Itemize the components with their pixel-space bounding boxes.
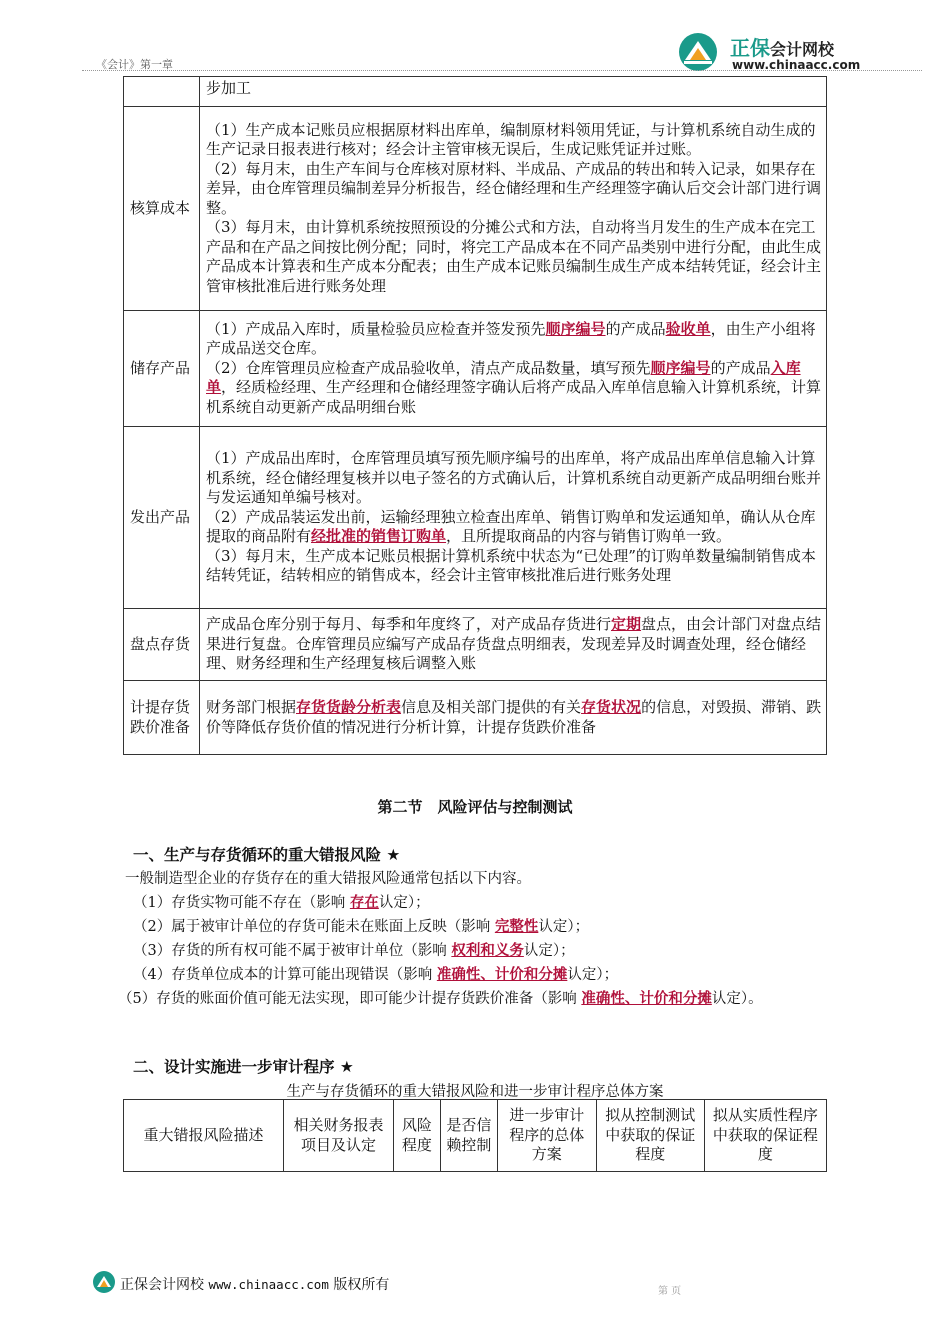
plan-col-control-assurance: 拟从控制测试中获取的保证程度 <box>596 1100 704 1172</box>
control-paragraph <box>206 508 822 547</box>
text-run: （5）存货的账面价值可能无法实现，即可能少计提存货跌价准备（影响 <box>118 991 582 1007</box>
control-paragraph <box>206 698 822 737</box>
text-run: （2）仓库管理员应检查产成品验收单，清点产成品数量，填写预先 <box>206 358 651 377</box>
text-run: 产成品仓库分别于每月、每季和年度终了，对产成品存货进行 <box>206 615 612 634</box>
control-row <box>124 107 827 311</box>
text-run: 认定）； <box>378 895 430 911</box>
text-run: ，且所提取商品的内容与销售订购单一致。 <box>446 527 732 546</box>
risk-item <box>133 939 575 960</box>
text-run: （1）产成品入库时，质量检验员应检查并签发预先 <box>206 319 546 338</box>
risk-item <box>133 891 430 912</box>
control-row-label: 储存产品 <box>124 311 200 427</box>
highlight-term: 顺序编号 <box>650 358 711 377</box>
logo-url: www.chinaacc.com <box>732 58 861 72</box>
footer-logo-icon <box>92 1270 116 1294</box>
control-row-label: 核算成本 <box>124 107 200 311</box>
control-row-label: 发出产品 <box>124 427 200 609</box>
footer-rights: 版权所有 <box>333 1277 390 1293</box>
risk-item <box>133 963 618 984</box>
text-run: （3）存货的所有权可能不属于被审计单位（影响 <box>133 943 452 959</box>
text-run: （1）存货实物可能不存在（影响 <box>133 895 350 911</box>
control-row <box>124 681 827 755</box>
control-paragraph <box>206 218 822 296</box>
text-run: （1）产成品出库时，仓库管理员填写预先顺序编号的出库单，将产成品出库单信息输入计算机系统，经仓储经理复核并以电子签名的方式确认后，计算机系统自动更新产成品明细台账并与发运通知单编号核对。 <box>206 449 822 507</box>
risk-item <box>118 987 763 1008</box>
part1-intro: 一般制造型企业的存货存在的重大错报风险通常包括以下内容。 <box>125 871 531 887</box>
logo-mark-icon <box>676 32 720 72</box>
control-paragraph <box>206 121 822 160</box>
control-paragraph <box>206 79 822 99</box>
part2-heading: 二、设计实施进一步审计程序 ★ <box>133 1058 354 1076</box>
text-run: （2）属于被审计单位的存货可能未在账面上反映（影响 <box>133 919 495 935</box>
control-row-content <box>200 77 827 107</box>
control-row <box>124 427 827 609</box>
text-run: （2）产成品装运发出前，运输经理独立检查出库单、销售订购单和发运通知单，确认从仓库提取的商品附有 <box>206 507 816 546</box>
footer-brand: 正保会计网校 <box>120 1277 204 1293</box>
text-run: 信息及相关部门提供的有关 <box>401 698 582 716</box>
text-run: （1）生产成本记账员应根据原材料出库单，编制原材料领用凭证，与计算机系统自动生成的生产记录日报表进行核对；经会计主管审核无误后，生成记账凭证并过账。 <box>206 120 816 159</box>
plan-col-overall: 进一步审计程序的总体方案 <box>497 1100 596 1172</box>
highlight-term: 准确性、计价和分摊 <box>436 966 568 983</box>
header-divider <box>82 70 922 71</box>
control-row-content <box>200 681 827 755</box>
control-row-content <box>200 107 827 311</box>
highlight-term: 权利和义务 <box>451 942 524 959</box>
control-paragraph <box>206 320 822 359</box>
highlight-term: 存货货龄分析表 <box>296 698 402 716</box>
control-paragraph <box>206 615 822 674</box>
plan-col-risk: 重大错报风险描述 <box>124 1100 284 1172</box>
plan-col-substantive-assurance: 拟从实质性程序中获取的保证程度 <box>704 1100 826 1172</box>
control-paragraph <box>206 160 822 219</box>
text-run: 的信息，对毁损、滞销、跌价等降低存货价值的情况进行分析计算，计提存货跌价准备 <box>206 698 822 736</box>
text-run: 的产成品 <box>605 319 666 338</box>
control-row <box>124 609 827 681</box>
control-row <box>124 77 827 107</box>
part1-heading: 一、生产与存货循环的重大错报风险 ★ <box>133 846 401 864</box>
highlight-term: 准确性、计价和分摊 <box>581 990 712 1007</box>
audit-plan-table <box>123 1099 827 1172</box>
highlight-term: 验收单 <box>665 319 711 338</box>
text-run: 步加工 <box>206 79 252 97</box>
control-row-label <box>124 77 200 107</box>
control-row-content <box>200 427 827 609</box>
plan-col-rely: 是否信赖控制 <box>440 1100 497 1172</box>
text-run: 的产成品 <box>710 358 771 377</box>
plan-col-assertion: 相关财务报表项目及认定 <box>283 1100 393 1172</box>
control-paragraph <box>206 359 822 418</box>
section-title: 第二节 风险评估与控制测试 <box>377 798 573 816</box>
header-corner-text: 《会计》第一章 <box>96 58 173 71</box>
control-row <box>124 311 827 427</box>
text-run: 认定）； <box>523 943 575 959</box>
text-run: 认定）； <box>567 967 619 983</box>
risk-item <box>133 915 589 936</box>
highlight-term: 存在 <box>349 894 379 911</box>
highlight-term: 完整性 <box>494 918 539 935</box>
control-row-label: 盘点存货 <box>124 609 200 681</box>
control-row-label: 计提存货跌价准备 <box>124 681 200 755</box>
text-run: 认定）； <box>538 919 590 935</box>
logo-brand: 正保会计网校 <box>730 36 835 60</box>
highlight-term: 入库单 <box>206 358 801 397</box>
plan-table-caption: 生产与存货循环的重大错报风险和进一步审计程序总体方案 <box>286 1084 664 1100</box>
control-row-content <box>200 609 827 681</box>
text-run: ，经质检经理、生产经理和仓储经理签字确认后将产成品入库单信息输入计算机系统，计算机系统自动更新产成品明细台账 <box>206 378 822 416</box>
highlight-term: 顺序编号 <box>545 319 606 338</box>
control-paragraph <box>206 547 822 586</box>
text-run: 盘点，由会计部门对盘点结果进行复盘。仓库管理员应编写产成品存货盘点明细表，发现差异及时调查处理，经仓储经理、财务经理和生产经理复核后调整入账 <box>206 615 822 673</box>
highlight-term: 存货状况 <box>581 698 642 716</box>
control-paragraph <box>206 449 822 508</box>
page-number: 第 页 <box>658 1286 682 1297</box>
control-row-content <box>200 311 827 427</box>
text-run: ，由生产小组将产成品送交仓库。 <box>206 319 816 358</box>
text-run: （3）每月末，由计算机系统按照预设的分摊公式和方法，自动将当月发生的生产成本在完工产品和在产品之间按比例分配；同时，将完工产品成本在不同产品类别中进行分配，由此生成产品成本计算表和生产成本分配表；由生产成本记账员编制生成生产成本结转凭证，经会计主管审核批准后进行账务处理 <box>206 218 822 295</box>
plan-col-level: 风险程度 <box>393 1100 440 1172</box>
text-run: 财务部门根据 <box>206 698 297 716</box>
text-run: （3）每月末，生产成本记账员根据计算机系统中状态为“已处理”的订购单数量编制销售成本结转凭证，结转相应的销售成本，经会计主管审核批准后进行账务处理 <box>206 546 816 585</box>
footer-url[interactable]: www.chinaacc.com <box>208 1277 329 1292</box>
text-run: 认定）。 <box>711 991 763 1007</box>
highlight-term: 经批准的销售订购单 <box>311 527 447 546</box>
text-run: （2）每月末，由生产车间与仓库核对原材料、半成品、产成品的转出和转入记录，如果存在差异，由仓库管理员编制差异分析报告，经仓储经理和生产经理签字确认后交会计部门进行调整。 <box>206 159 822 217</box>
control-procedures-table <box>123 76 827 755</box>
text-run: （4）存货单位成本的计算可能出现错误（影响 <box>133 967 437 983</box>
highlight-term: 定期 <box>611 615 642 634</box>
